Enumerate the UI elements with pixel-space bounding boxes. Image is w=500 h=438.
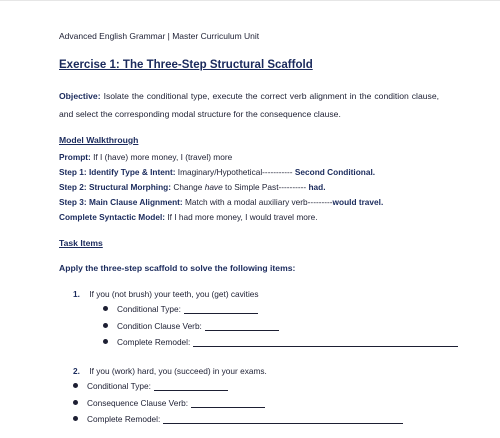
answer-blank[interactable] <box>154 382 228 391</box>
prompt-line <box>59 152 232 162</box>
answer-blank[interactable] <box>193 338 458 347</box>
field-label: Complete Remodel: <box>117 337 191 347</box>
item2-conditional-type-field <box>73 381 228 391</box>
complete-model-label: Complete Syntactic Model: <box>59 212 166 222</box>
item1-complete-remodel-field <box>103 337 458 347</box>
item1-conditional-type-field <box>103 304 258 314</box>
task-item-2 <box>73 366 267 376</box>
step3-result: would travel. <box>332 197 384 207</box>
step1-text: Imaginary/Hypothetical----------- <box>177 167 295 177</box>
step2-label: Step 2: Structural Morphing: <box>59 182 172 192</box>
step2-result: had. <box>308 182 326 192</box>
item-number: 1. <box>73 289 80 299</box>
field-label: Complete Remodel: <box>87 414 161 424</box>
field-label: Consequence Clause Verb: <box>87 398 189 408</box>
item1-condition-verb-field <box>103 321 279 331</box>
field-label: Conditional Type: <box>117 304 181 314</box>
item2-consequence-verb-field <box>73 398 265 408</box>
step1-line <box>59 167 375 177</box>
objective-text: Isolate the conditional type, execute the correct verb alignment in the condition clause, and select the corresponding modal structure for the consequence clause. <box>59 91 439 119</box>
task-item-1 <box>73 289 259 299</box>
bullet-icon <box>103 323 108 328</box>
step2-pre: Change <box>173 182 205 192</box>
field-label: Conditional Type: <box>87 381 151 391</box>
step3-line <box>59 197 383 207</box>
exercise-title: Exercise 1: The Three-Step Structural Scaffold <box>59 59 313 71</box>
bullet-icon <box>73 400 78 405</box>
prompt-label: Prompt: <box>59 152 91 162</box>
item-text: If you (not brush) your teeth, you (get) cavities <box>89 289 259 299</box>
item2-complete-remodel-field <box>73 414 403 424</box>
bullet-icon <box>73 383 78 388</box>
prompt-text: If I (have) more money, I (travel) more <box>93 152 233 162</box>
item-text: If you (work) hard, you (succeed) in your exams. <box>89 366 267 376</box>
step2-emphasis: have <box>204 182 223 192</box>
step1-label: Step 1: Identify Type & Intent: <box>59 167 176 177</box>
step3-text: Match with a modal auxiliary verb--------- <box>185 197 333 207</box>
item-number: 2. <box>73 366 80 376</box>
bullet-icon <box>103 306 108 311</box>
step2-line <box>59 182 326 192</box>
document-header: Advanced English Grammar | Master Curriculum Unit <box>59 31 260 41</box>
bullet-icon <box>73 416 78 421</box>
complete-model-line <box>59 212 318 222</box>
answer-blank[interactable] <box>163 415 403 424</box>
complete-model-text: If I had more money, I would travel more. <box>167 212 318 222</box>
task-items-heading: Task Items <box>59 238 103 248</box>
step3-label: Step 3: Main Clause Alignment: <box>59 197 183 207</box>
task-instruction: Apply the three-step scaffold to solve the following items: <box>59 263 296 273</box>
objective-label: Objective: <box>59 91 101 101</box>
answer-blank[interactable] <box>191 399 265 408</box>
step1-result: Second Conditional. <box>294 167 376 177</box>
answer-blank[interactable] <box>184 305 258 314</box>
objective-paragraph <box>59 87 439 123</box>
bullet-icon <box>103 339 108 344</box>
model-walkthrough-heading: Model Walkthrough <box>59 135 139 145</box>
step2-post: to Simple Past---------- <box>222 182 309 192</box>
answer-blank[interactable] <box>205 322 279 331</box>
field-label: Condition Clause Verb: <box>117 321 202 331</box>
